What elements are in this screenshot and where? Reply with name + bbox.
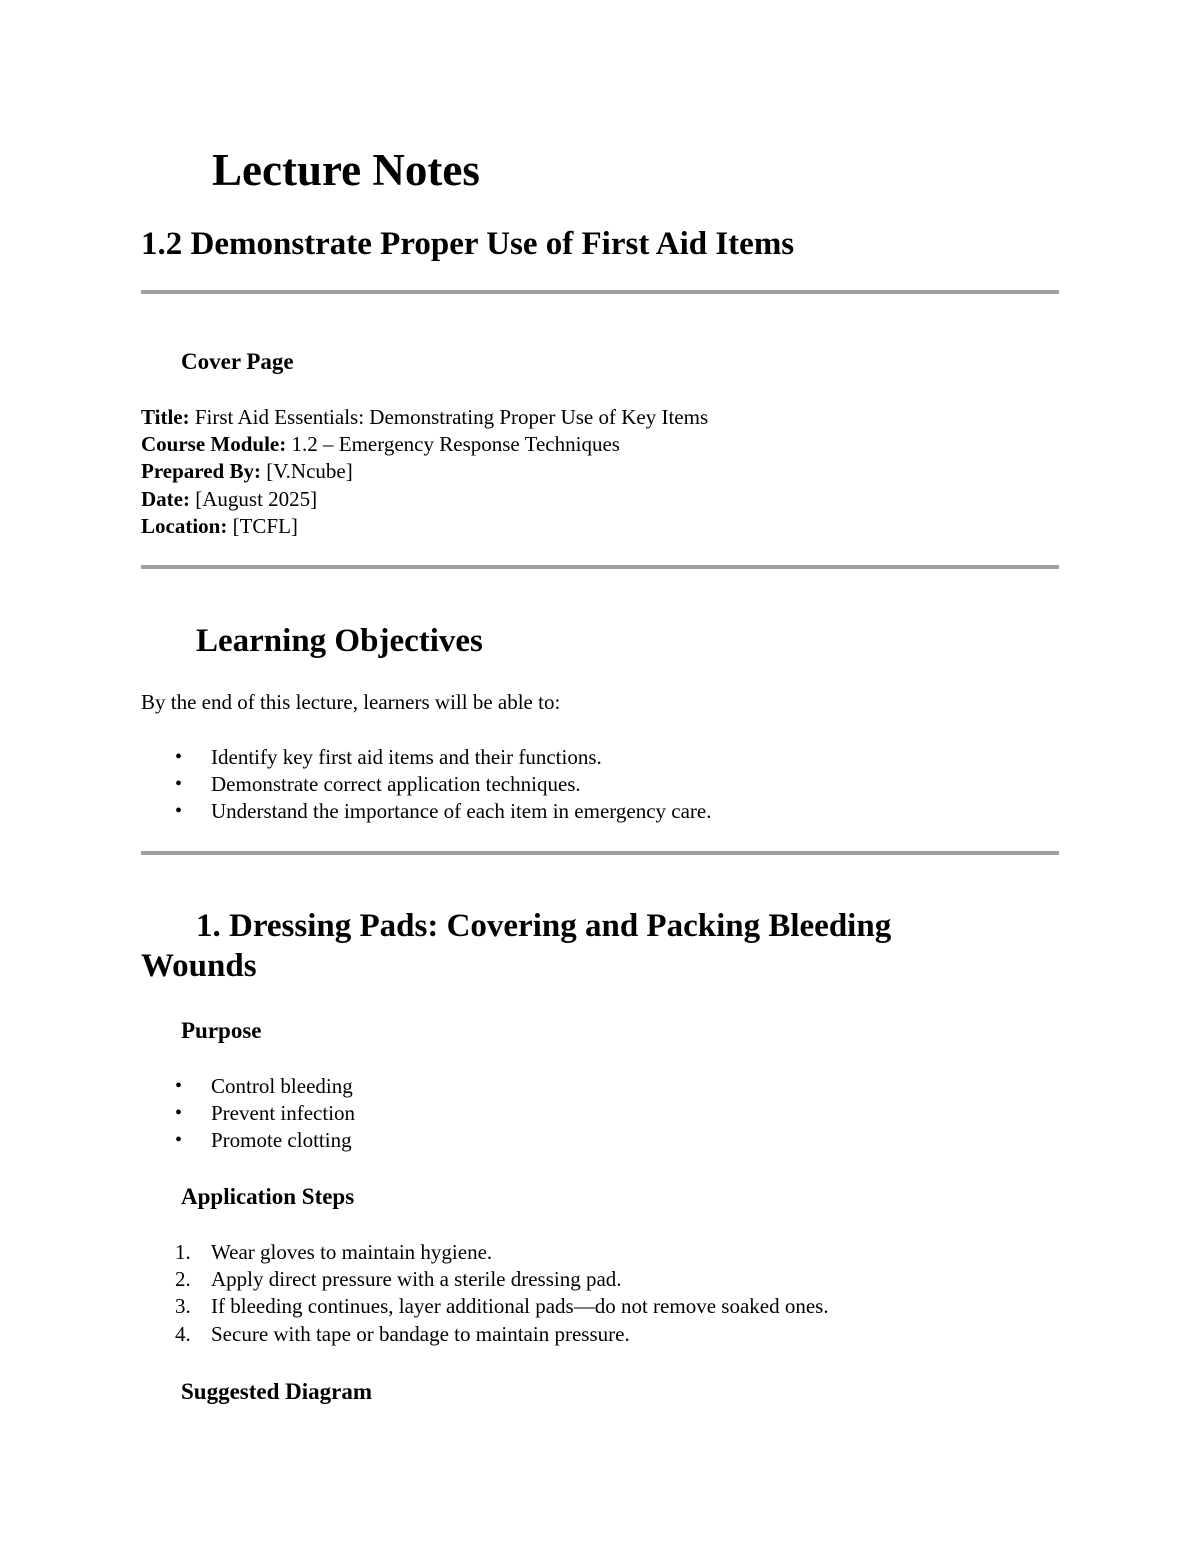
list-item: • Prevent infection bbox=[141, 1100, 355, 1127]
list-item: 4. Secure with tape or bandage to maintain pressure. bbox=[141, 1321, 829, 1348]
suggested-diagram-heading: Suggested Diagram bbox=[181, 1379, 373, 1404]
field-value: 1.2 – Emergency Response Techniques bbox=[286, 432, 620, 457]
list-item: 1. Wear gloves to maintain hygiene. bbox=[141, 1239, 829, 1266]
field-value: [TCFL] bbox=[227, 513, 298, 538]
field-value: First Aid Essentials: Demonstrating Proper Use of Key Items bbox=[189, 405, 709, 429]
field-label: Title: bbox=[141, 405, 190, 429]
objectives-intro: By the end of this lecture, learners will be able to: bbox=[141, 690, 561, 714]
field-label: Course Module: bbox=[141, 432, 287, 457]
field-label: Date: bbox=[141, 486, 190, 511]
bullet-icon: • bbox=[175, 800, 183, 823]
list-item: • Understand the importance of each item in emergency care. bbox=[141, 798, 711, 825]
cover-field-location bbox=[141, 513, 708, 540]
page-title: Lecture Notes bbox=[212, 145, 480, 195]
list-item: 3. If bleeding continues, layer additional pads—do not remove soaked ones. bbox=[141, 1293, 829, 1320]
page-subtitle: 1.2 Demonstrate Proper Use of First Aid Items bbox=[141, 226, 795, 262]
objectives-list bbox=[141, 744, 711, 826]
bullet-icon: • bbox=[175, 773, 183, 796]
field-value: [V.Ncube] bbox=[260, 459, 353, 484]
section-1-heading: 1. Dressing Pads: Covering and Packing Bleeding Wounds bbox=[141, 908, 892, 984]
cover-field-prepared-by bbox=[141, 458, 708, 485]
horizontal-rule bbox=[141, 851, 1059, 855]
application-steps-list bbox=[141, 1239, 829, 1348]
list-item: • Promote clotting bbox=[141, 1127, 355, 1154]
purpose-heading: Purpose bbox=[181, 1018, 262, 1043]
list-item: 2. Apply direct pressure with a sterile dressing pad. bbox=[141, 1266, 829, 1293]
step-number: 3. bbox=[175, 1294, 191, 1319]
field-label: Location: bbox=[141, 513, 228, 538]
cover-field-date bbox=[141, 486, 708, 513]
cover-page-fields bbox=[141, 404, 708, 540]
list-item: • Demonstrate correct application techniques. bbox=[141, 771, 711, 798]
field-label: Prepared By: bbox=[141, 459, 261, 484]
bullet-icon: • bbox=[175, 1102, 183, 1125]
bullet-icon: • bbox=[175, 1075, 183, 1097]
cover-field-title bbox=[141, 404, 708, 431]
application-steps-heading: Application Steps bbox=[181, 1184, 355, 1209]
bullet-icon: • bbox=[175, 1129, 183, 1152]
horizontal-rule bbox=[141, 290, 1059, 294]
step-number: 2. bbox=[175, 1267, 191, 1292]
cover-page-heading: Cover Page bbox=[181, 349, 294, 374]
bullet-icon: • bbox=[175, 746, 183, 768]
learning-objectives-heading: Learning Objectives bbox=[196, 623, 483, 659]
step-number: 4. bbox=[175, 1321, 191, 1346]
purpose-list bbox=[141, 1073, 355, 1155]
step-number: 1. bbox=[175, 1240, 191, 1264]
cover-field-course-module bbox=[141, 431, 708, 458]
list-item: • Identify key first aid items and their functions. bbox=[141, 744, 711, 771]
field-value: [August 2025] bbox=[189, 486, 318, 511]
list-item: • Control bleeding bbox=[141, 1073, 355, 1100]
horizontal-rule bbox=[141, 565, 1059, 569]
